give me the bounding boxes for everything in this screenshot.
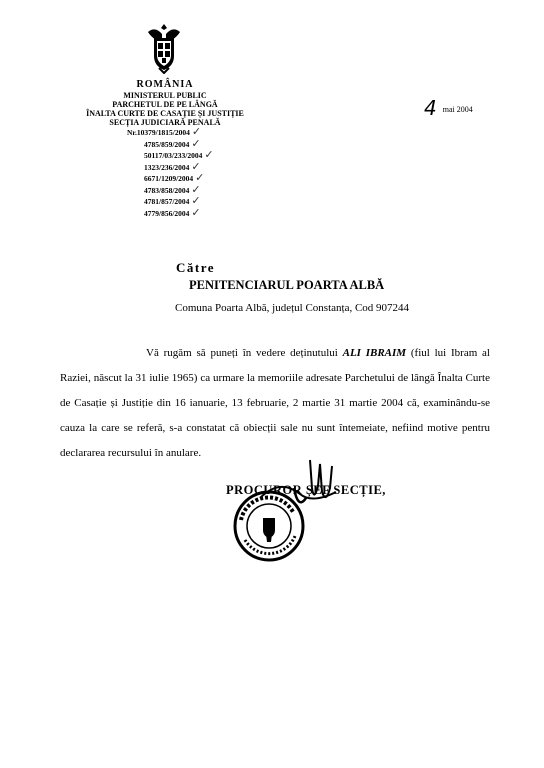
body-text-rest: (fiul lui Ibram al Raziei, născut la 31 iulie 1965) ca urmare la memoriile adresate Parchetului de lângă Înalta Curte de Casație și Justiție din 16 ianuarie, 13 februarie, 2 martie 31 martie 2004 că, examinându-se cauza la care se referă, s-a constatat că obiecții sale nu sunt întemeiate, nefiind motive pentru declararea recursului în anulare. — [60, 347, 490, 459]
check-icon: ✓ — [191, 195, 201, 207]
letter-body — [60, 341, 490, 466]
letterhead-country: ROMÂNIA — [136, 79, 194, 90]
check-icon: ✓ — [204, 149, 214, 161]
salutation: Către — [176, 260, 216, 275]
registration-numbers — [127, 127, 214, 219]
letterhead-line: MINISTERUL PUBLIC — [123, 91, 207, 100]
letterhead-line: PARCHETUL DE PE LÂNGĂ — [112, 100, 218, 109]
signature-icon — [240, 458, 355, 528]
check-icon: ✓ — [191, 160, 201, 173]
letterhead-line: ÎNALTA CURTE DE CASAȚIE ȘI JUSTIȚIE — [86, 109, 244, 118]
registration-number: 4781/857/2004 ✓ — [144, 195, 201, 207]
check-icon: ✓ — [191, 126, 202, 138]
check-icon: ✓ — [195, 172, 205, 184]
recipient-institution: PENITENCIARUL POARTA ALBĂ — [189, 278, 385, 292]
registration-number: 4785/859/2004 ✓ — [144, 137, 201, 150]
check-icon: ✓ — [191, 183, 201, 196]
letter-date — [424, 96, 473, 120]
registration-number: Nr.10379/1815/2004 ✓ — [127, 126, 202, 138]
letterhead-line: SECȚIA JUDICIARĂ PENALĂ — [109, 118, 221, 127]
romania-crest-icon — [145, 22, 183, 74]
date-day: 4 — [424, 96, 437, 120]
registration-number: 4779/856/2004 ✓ — [144, 206, 201, 219]
recipient-address: Comuna Poarta Albă, județul Constanța, Cod 907244 — [175, 302, 410, 314]
date-month-year: mai 2004 — [442, 105, 473, 114]
registration-number: 1323/236/2004 ✓ — [144, 160, 201, 173]
check-icon: ✓ — [191, 137, 201, 150]
registration-number: 4783/858/2004 ✓ — [144, 183, 201, 196]
signatory-title: PROCUROR ȘEF SECȚIE, — [226, 483, 386, 497]
registration-number: 6671/1209/2004 ✓ — [144, 172, 205, 184]
registration-number: 50117/03/233/2004 ✓ — [144, 149, 214, 161]
body-text-start: Vă rugăm să puneți în vedere deținutului — [146, 347, 343, 359]
check-icon: ✓ — [191, 206, 201, 219]
inmate-name: ALI IBRAIM — [342, 347, 407, 359]
